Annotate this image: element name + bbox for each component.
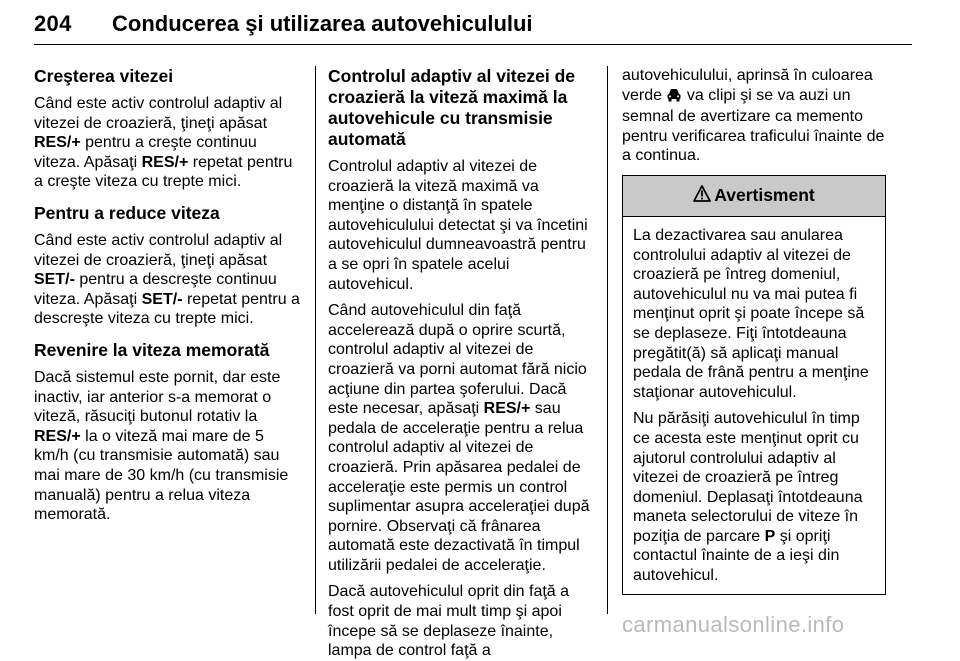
warning-paragraph-2	[633, 409, 875, 585]
warning-triangle-icon	[693, 185, 711, 207]
warning-title: Avertisment	[714, 185, 815, 206]
text-run: Când este activ controlul adaptiv al vitezei de croazieră, ţineţi apăsat	[34, 95, 283, 132]
button-label-set: SET/-	[141, 290, 183, 308]
warning-body	[623, 217, 885, 594]
header-rule	[34, 44, 912, 45]
column-left	[34, 66, 302, 532]
button-label-set: SET/-	[34, 271, 75, 289]
text-run: sau pedala de acceleraţie pentru a relua controlul adaptiv al vitezei de croazieră. Prin apăsarea pedalei de acceleraţie este permis un control suplimentar asupra acceleraţiei după pornire. Observaţi că frânarea automată este dezactivată în timpul utilizării pedalei de acceleraţie.	[328, 400, 590, 574]
paragraph-resume-speed	[34, 368, 302, 525]
paragraph-acc-intro: Controlul adaptiv al vitezei de croazieră la viteză maximă va menţine o distanţă în spatele autovehiculului detectat şi va încetini autovehiculul dumneavoastră pentru a se opri în spatele acelui autovehicul.	[328, 158, 588, 293]
watermark: carmanualsonline.info	[622, 612, 845, 637]
text-run: Când este activ controlul adaptiv al vitezei de croazieră, ţineţi apăsat	[34, 231, 283, 269]
column-middle	[328, 66, 596, 661]
page-header	[34, 0, 912, 48]
text-run: autovehiculului, aprinsă în culoarea verde	[622, 67, 873, 104]
page-number: 204	[34, 11, 72, 36]
warning-header	[623, 176, 885, 217]
column-divider-2	[607, 66, 608, 614]
text-run: va clipi şi se va auzi un semnal de avertizare ca memento pentru verificarea traficului înainte de a continua.	[622, 86, 885, 165]
paragraph-acc-stopped: Dacă autovehiculul oprit din faţă a fost oprit de mai mult timp şi apoi începe să se deplaseze înainte, lampa de control faţă a	[328, 583, 570, 660]
text-run: Nu părăsiţi autovehiculul în timp ce acesta este menţinut oprit cu ajutorul controlului adaptiv al vitezei de croazieră pe întreg domeniul. Deplasaţi întotdeauna maneta selectorului de viteze în poziţia de parcare	[633, 410, 863, 545]
paragraph-control-lamp	[622, 66, 890, 166]
warning-box	[622, 175, 886, 595]
warning-paragraph-1: La dezactivarea sau anularea controlului adaptiv al vitezei de croazieră pe întreg domeniul, autovehiculul nu va mai putea fi menţinut oprit şi poate începe să se deplaseze. Fiţi întotdeauna pregătit(ă) să aplicaţi manual pedala de frână pentru a menţine staţionar autovehiculul.	[633, 226, 869, 401]
section-heading-resume-speed: Revenire la viteza memorată	[34, 339, 270, 360]
chapter-title: Conducerea şi utilizarea autovehiculului	[112, 11, 533, 36]
paragraph-acc-restart	[328, 301, 596, 575]
section-heading-full-speed-acc: Controlul adaptiv al vitezei de croazieră la viteză maximă la autovehicule cu transmisie automată	[328, 66, 575, 149]
text-run: repetat pentru a descreşte viteza cu trepte mici.	[34, 290, 300, 328]
button-label-res: RES/+	[34, 427, 81, 445]
button-label-res: RES/+	[483, 400, 531, 418]
text-run: pentru a creşte continuu viteza. Apăsaţi	[34, 134, 257, 171]
text-run: pentru a descreşte continuu viteza. Apăsaţi	[34, 271, 277, 308]
section-heading-increase-speed: Creşterea vitezei	[34, 66, 174, 86]
column-divider-1	[315, 66, 316, 614]
button-label-res: RES/+	[141, 153, 189, 171]
column-right	[622, 66, 890, 595]
paragraph-increase-speed	[34, 94, 302, 192]
button-label-res: RES/+	[34, 134, 81, 152]
section-heading-reduce-speed: Pentru a reduce viteza	[34, 202, 220, 223]
paragraph-reduce-speed	[34, 231, 302, 329]
text-run: la o viteză mai mare de 5 km/h (cu transmisie automată) sau mai mare de 30 km/h (cu transmisie manuală) pentru a relua viteza memorată.	[34, 427, 289, 524]
text-run: repetat pentru a creşte viteza cu trepte mici.	[34, 153, 293, 191]
car-front-icon	[666, 88, 682, 108]
gear-position-label: P	[764, 527, 776, 545]
text-run: Când autovehiculul din faţă accelerează după o oprire scurtă, controlul adaptiv al vitezei de croazieră va porni automat fără nicio acţiune din partea şoferului. Dacă este necesar, apăsaţi	[328, 302, 587, 418]
text-run: şi opriţi contactul înainte de a ieşi din autovehicul.	[633, 527, 840, 585]
text-run: Dacă sistemul este pornit, dar este inactiv, iar anterior s-a memorat o viteză, răsuciţi butonul rotativ la	[34, 368, 281, 426]
